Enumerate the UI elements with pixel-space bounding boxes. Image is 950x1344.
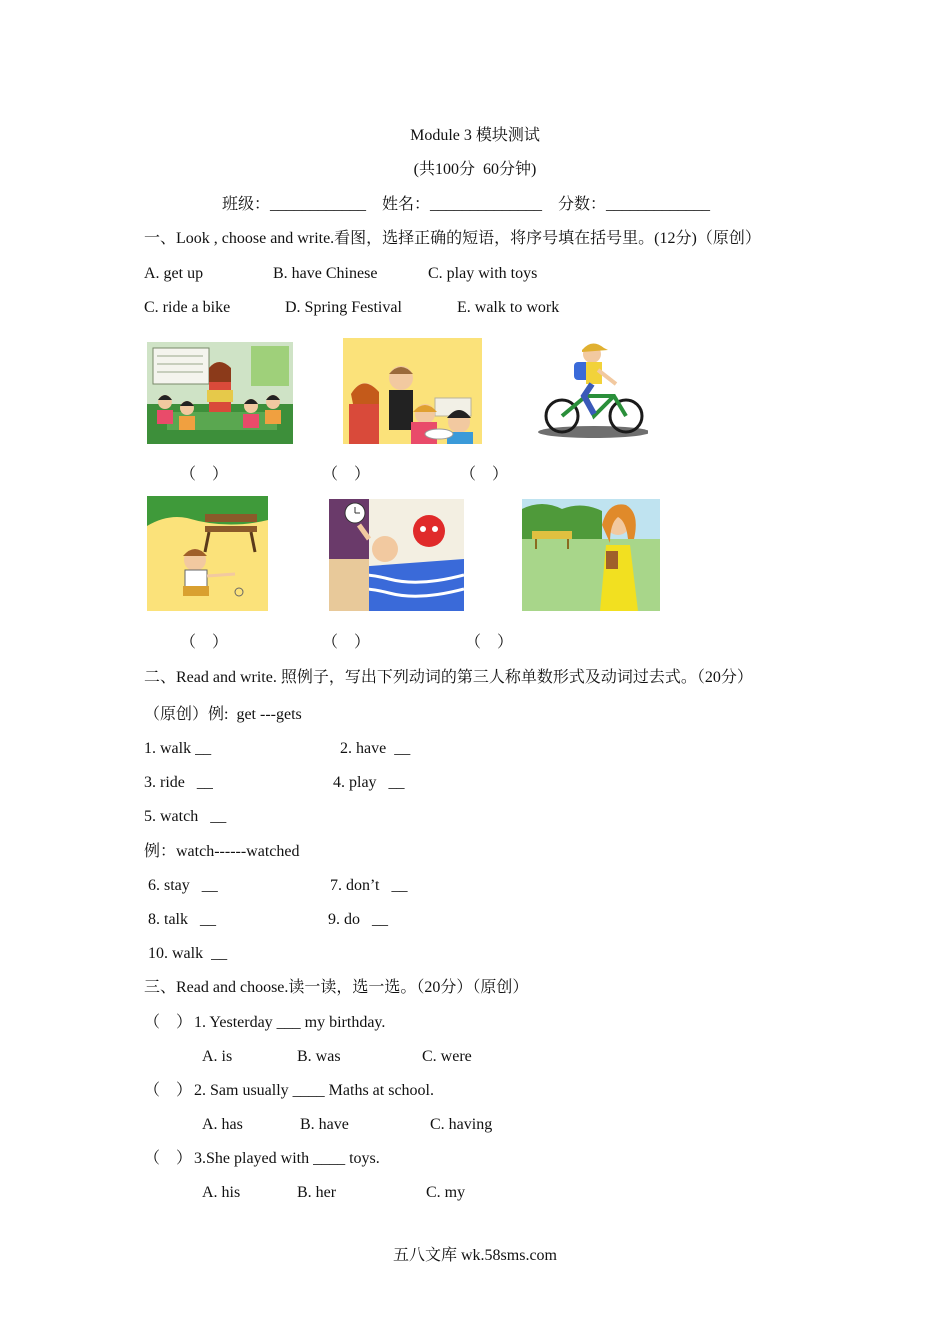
answer-blank-1[interactable]: （ ） bbox=[180, 466, 229, 483]
question-3-bracket[interactable]: （ ） bbox=[144, 1150, 193, 1167]
picture-teacher-class bbox=[147, 342, 293, 444]
section3-heading: 三、Read and choose.读一读，选一选。（20分）（原创） bbox=[144, 979, 529, 996]
answer-blank-6[interactable]: （ ） bbox=[465, 634, 514, 651]
footer-watermark: 五八文库 wk.58sms.com bbox=[392, 1247, 557, 1264]
verb-blank-7[interactable]: __ bbox=[391, 877, 408, 894]
question-3-text: 3.She played with ____ toys. bbox=[194, 1150, 380, 1167]
verb-blank-1[interactable]: __ bbox=[195, 740, 212, 757]
verb-item-9: 9. do __ bbox=[328, 911, 388, 928]
answer-blank-5[interactable]: （ ） bbox=[322, 634, 371, 651]
question-3-choice-c: C. my bbox=[426, 1184, 466, 1201]
answer-blank-4[interactable]: （ ） bbox=[180, 634, 229, 651]
verb-item-7: 7. don’t __ bbox=[330, 877, 408, 894]
page-title: Module 3 模块测试 bbox=[410, 127, 540, 144]
picture-woman-walking-park bbox=[522, 499, 660, 611]
option-e: E. walk to work bbox=[457, 299, 560, 316]
verb-blank-9[interactable]: __ bbox=[372, 911, 388, 928]
verb-item-3: 3. ride __ bbox=[144, 774, 213, 791]
verb-blank-8[interactable]: __ bbox=[200, 911, 216, 928]
section2-example-2: 例：watch------watched bbox=[144, 843, 300, 860]
verb-item-8: 8. talk __ bbox=[148, 911, 216, 928]
question-2-text: 2. Sam usually ____ Maths at school. bbox=[194, 1082, 434, 1099]
option-d: D. Spring Festival bbox=[285, 299, 402, 316]
question-3-choice-a: A. his bbox=[202, 1184, 241, 1201]
question-1-choice-b: B. was bbox=[297, 1048, 341, 1065]
verb-blank-2[interactable]: __ bbox=[394, 740, 411, 757]
verb-blank-10[interactable]: __ bbox=[211, 945, 228, 962]
picture-boy-playing-sand bbox=[147, 496, 268, 611]
question-2-choice-b: B. have bbox=[300, 1116, 349, 1133]
question-1-bracket[interactable]: （ ） bbox=[144, 1014, 193, 1031]
verb-item-1: 1. walk __ bbox=[144, 740, 212, 757]
verb-item-2: 2. have __ bbox=[340, 740, 411, 757]
option-a: A. get up bbox=[144, 265, 204, 282]
picture-family-dinner bbox=[343, 338, 482, 444]
picture-boy-riding-bike bbox=[534, 340, 648, 440]
question-2-bracket[interactable]: （ ） bbox=[144, 1082, 193, 1099]
section1-heading: 一、Look , choose and write.看图，选择正确的短语，将序号填在括号里。(12分)（原创） bbox=[144, 230, 761, 247]
verb-item-4: 4. play __ bbox=[333, 774, 405, 791]
verb-item-10: 10. walk __ bbox=[148, 945, 228, 962]
verb-blank-4[interactable]: __ bbox=[388, 774, 405, 791]
page-subtitle: (共100分 60分钟) bbox=[413, 161, 537, 178]
option-c1: C. play with toys bbox=[428, 265, 538, 282]
verb-blank-6[interactable]: __ bbox=[201, 877, 218, 894]
question-3-choice-b: B. her bbox=[297, 1184, 337, 1201]
option-b: B. have Chinese bbox=[273, 265, 378, 282]
section2-example-1: （原创）例: get ---gets bbox=[144, 706, 302, 723]
question-1-choice-a: A. is bbox=[202, 1048, 233, 1065]
question-2-choice-c: C. having bbox=[430, 1116, 493, 1133]
answer-blank-2[interactable]: （ ） bbox=[322, 466, 371, 483]
section2-heading: 二、Read and write. 照例子，写出下列动词的第三人称单数形式及动词过去式。（20分） bbox=[144, 669, 753, 686]
verb-blank-5[interactable]: __ bbox=[210, 808, 227, 825]
student-info-line: 班级：____________ 姓名：______________ 分数：_____________ bbox=[222, 196, 711, 213]
verb-blank-3[interactable]: __ bbox=[196, 774, 213, 791]
answer-blank-3[interactable]: （ ） bbox=[460, 466, 509, 483]
picture-man-waking-up bbox=[329, 499, 464, 611]
option-c2: C. ride a bike bbox=[144, 299, 231, 316]
question-2-choice-a: A. has bbox=[202, 1116, 243, 1133]
question-1-text: 1. Yesterday ___ my birthday. bbox=[194, 1014, 386, 1031]
verb-item-5: 5. watch __ bbox=[144, 808, 227, 825]
verb-item-6: 6. stay __ bbox=[148, 877, 218, 894]
question-1-choice-c: C. were bbox=[422, 1048, 472, 1065]
